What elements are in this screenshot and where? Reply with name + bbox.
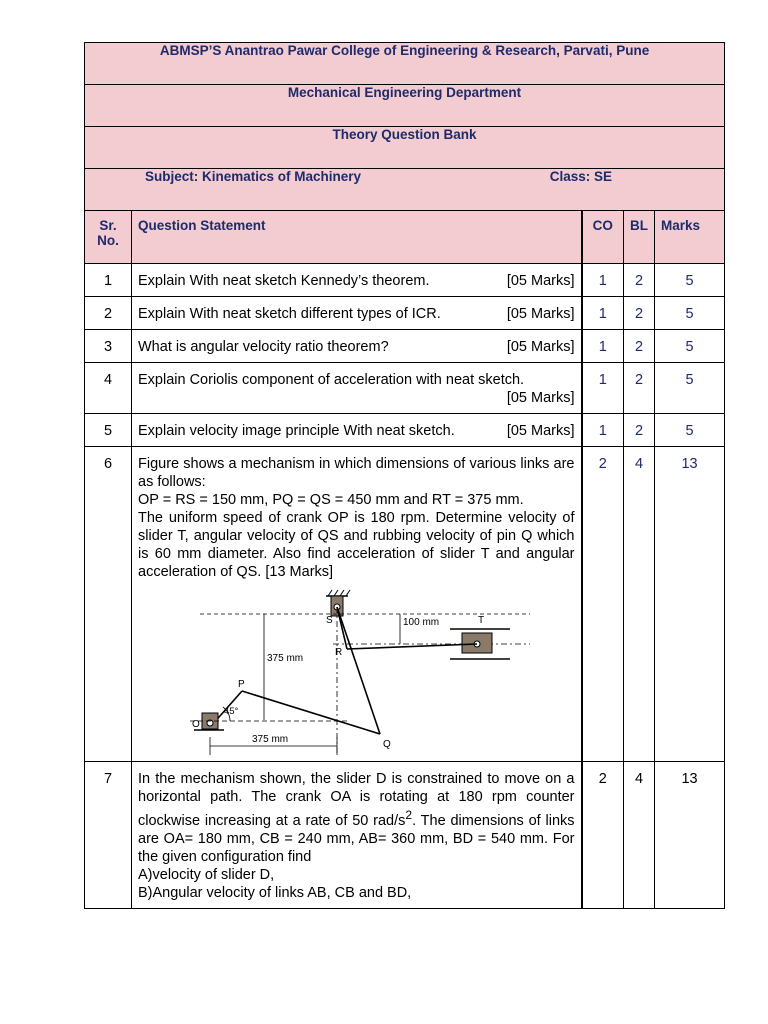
sr-cell: 2 <box>85 297 132 330</box>
question-cell <box>132 447 582 762</box>
question-cell <box>132 363 582 414</box>
college-name: ABMSP’S Anantrao Pawar College of Engineering & Research, Parvati, Pune <box>85 43 725 85</box>
question-text-line-2: OP = RS = 150 mm, PQ = QS = 450 mm and RT = 375 mm. <box>138 492 524 508</box>
col-co: CO <box>582 211 624 264</box>
subject-row <box>85 169 725 211</box>
bl-cell: 4 <box>624 762 655 909</box>
marks-tag: [13 Marks] <box>265 564 334 580</box>
bl-cell: 2 <box>624 330 655 363</box>
marks-cell: 5 <box>655 414 725 447</box>
column-header-row <box>85 211 725 264</box>
marks-cell: 5 <box>655 297 725 330</box>
sr-cell: 1 <box>85 264 132 297</box>
question-bank-table <box>84 42 725 909</box>
label-o: O <box>192 719 200 730</box>
department-name: Mechanical Engineering Department <box>85 85 725 127</box>
marks-tag: [05 Marks] <box>506 306 575 322</box>
label-t: T <box>478 615 485 626</box>
question-text-a: In the mechanism shown, the slider D is constrained to move on a horizontal path. The crank OA is rotating at 180 rpm counter clockwise increasing at a rate of 50 rad/s <box>138 771 575 829</box>
dim-375h-label: 375 mm <box>252 734 289 745</box>
co-cell: 2 <box>582 762 624 909</box>
question-text: Explain With neat sketch Kennedy’s theorem. <box>138 273 430 289</box>
question-cell <box>132 330 582 363</box>
co-cell: 1 <box>582 330 624 363</box>
angle-label: 45° <box>224 706 239 717</box>
question-text: Explain velocity image principle With neat sketch. <box>138 423 455 439</box>
co-cell: 1 <box>582 363 624 414</box>
bl-cell: 2 <box>624 264 655 297</box>
question-part-a: A)velocity of slider D, <box>138 866 275 883</box>
marks-cell: 5 <box>655 363 725 414</box>
question-text: Explain With neat sketch different types of ICR. <box>138 306 441 322</box>
col-sr: Sr. No. <box>85 211 132 264</box>
table-row <box>85 297 725 330</box>
bl-cell: 2 <box>624 363 655 414</box>
college-row <box>85 43 725 85</box>
question-bank-sheet <box>84 42 724 909</box>
marks-tag: [05 Marks] <box>506 390 575 406</box>
question-text-b: . The dimensions of links are OA= 180 mm, CB = 240 mm, AB= 360 mm, BD = 540 mm. For the given configuration find <box>138 812 575 865</box>
sr-cell: 3 <box>85 330 132 363</box>
bl-cell: 2 <box>624 414 655 447</box>
sr-cell: 7 <box>85 762 132 909</box>
question-part-b: B)Angular velocity of links AB, CB and BD, <box>138 884 412 901</box>
subject-label: Subject: Kinematics of Machinery <box>145 169 362 184</box>
question-text-line-1: Figure shows a mechanism in which dimensions of various links are as follows: <box>138 456 575 490</box>
bl-cell: 4 <box>624 447 655 762</box>
link-sq <box>337 607 380 734</box>
marks-cell: 13 <box>655 762 725 909</box>
table-row <box>85 414 725 447</box>
sr-cell: 6 <box>85 447 132 762</box>
label-p: P <box>238 679 245 690</box>
link-pq <box>242 691 380 734</box>
marks-tag: [05 Marks] <box>506 339 575 355</box>
question-text-line-3: The uniform speed of crank OP is 180 rpm. Determine velocity of slider T, angular velocity of QS and rubbing velocity of pin Q which is 60 mm diameter. Also find acceleration of slider T and angular acceleration of QS. <box>138 510 575 580</box>
co-cell: 1 <box>582 264 624 297</box>
question-cell <box>132 414 582 447</box>
co-cell: 1 <box>582 414 624 447</box>
ground-hatch <box>328 590 350 596</box>
dim-100-label: 100 mm <box>403 617 440 628</box>
superscript: 2 <box>405 808 413 822</box>
bank-title: Theory Question Bank <box>85 127 725 169</box>
question-text: What is angular velocity ratio theorem? <box>138 339 389 355</box>
mechanism-figure <box>150 587 530 755</box>
col-marks: Marks <box>655 211 725 264</box>
marks-tag: [05 Marks] <box>506 423 575 439</box>
question-cell <box>132 297 582 330</box>
sr-cell: 5 <box>85 414 132 447</box>
marks-cell: 13 <box>655 447 725 762</box>
marks-tag: [05 Marks] <box>506 273 575 289</box>
co-cell: 2 <box>582 447 624 762</box>
table-row <box>85 762 725 909</box>
question-cell <box>132 762 582 909</box>
label-q: Q <box>383 739 391 750</box>
label-r: R <box>335 647 343 658</box>
table-row <box>85 447 725 762</box>
link-rt <box>347 644 477 649</box>
bank-title-row <box>85 127 725 169</box>
question-cell <box>132 264 582 297</box>
table-row <box>85 264 725 297</box>
co-cell: 1 <box>582 297 624 330</box>
label-s: S <box>326 615 333 626</box>
question-text: Explain Coriolis component of acceleration with neat sketch. <box>138 372 525 388</box>
bl-cell: 2 <box>624 297 655 330</box>
marks-cell: 5 <box>655 264 725 297</box>
table-row <box>85 363 725 414</box>
table-row <box>85 330 725 363</box>
sr-cell: 4 <box>85 363 132 414</box>
class-label: Class: SE <box>549 169 613 184</box>
dim-375v-label: 375 mm <box>267 653 304 664</box>
col-bl: BL <box>624 211 655 264</box>
col-question: Question Statement <box>132 211 582 264</box>
marks-cell: 5 <box>655 330 725 363</box>
department-row <box>85 85 725 127</box>
